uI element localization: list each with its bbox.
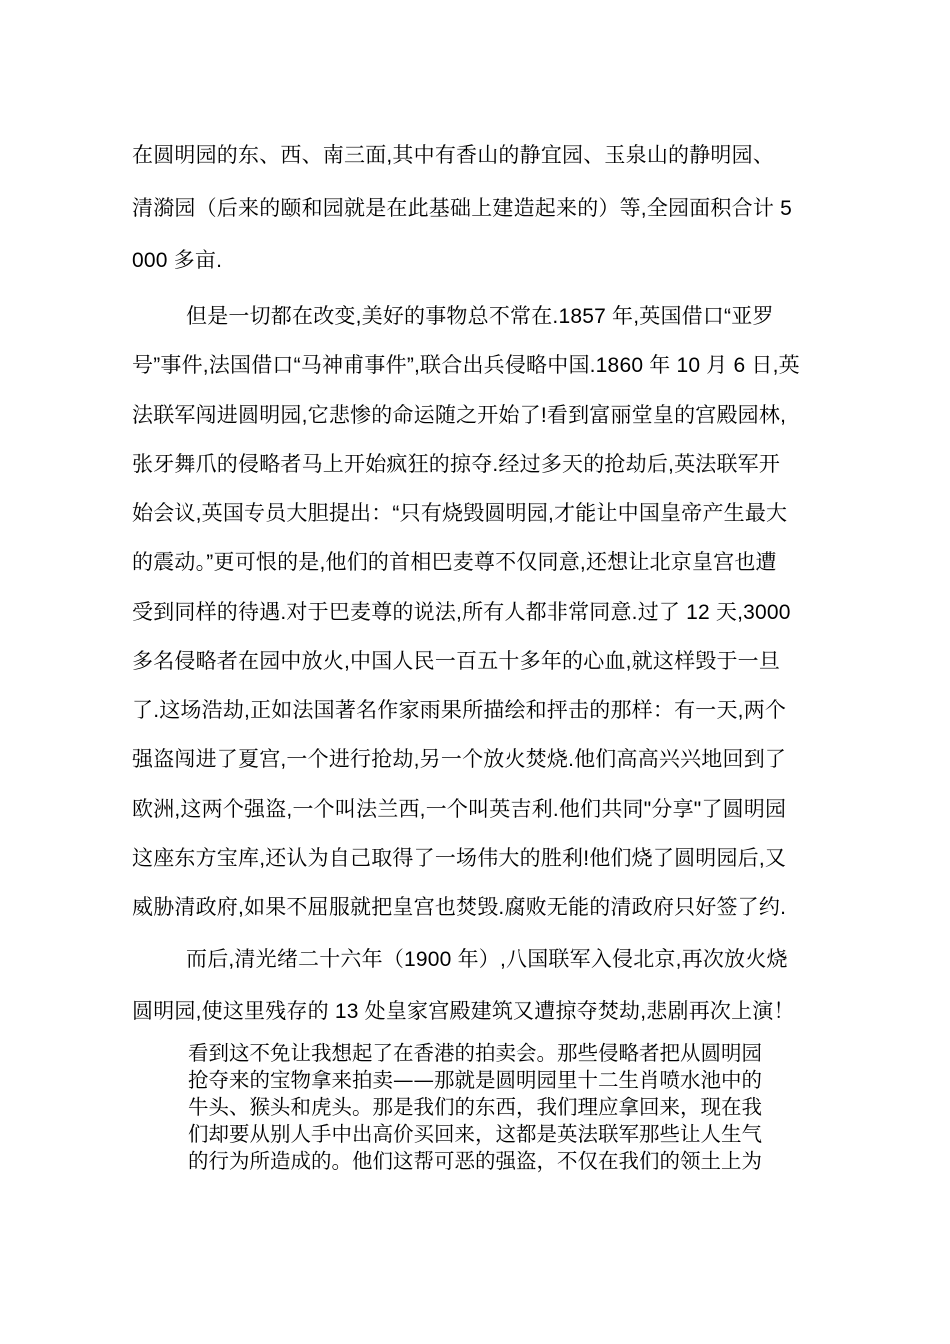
- quote-line-1: 看到这不免让我想起了在香港的拍卖会。那些侵略者把从圆明园: [188, 1041, 762, 1065]
- paragraph-2-line-4: 张牙舞爪的侵略者马上开始疯狂的掠夺.经过多天的抢劫后,英法联军开: [132, 453, 781, 476]
- paragraph-3-line-1: 而后,清光绪二十六年（1900 年）,八国联军入侵北京,再次放火烧: [186, 948, 788, 971]
- paragraph-2-line-12: 这座东方宝库,还认为自己取得了一场伟大的胜利!他们烧了圆明园后,又: [132, 847, 787, 870]
- quote-line-5: 的行为所造成的。他们这帮可恶的强盗，不仅在我们的领土上为: [188, 1149, 762, 1173]
- paragraph-2-line-7: 受到同样的待遇.对于巴麦尊的说法,所有人都非常同意.过了 12 天,3000: [132, 601, 791, 624]
- quote-line-4: 们却要从别人手中出高价买回来，这都是英法联军那些让人生气: [188, 1122, 762, 1146]
- paragraph-2-line-10: 强盗闯进了夏宫,一个进行抢劫,另一个放火焚烧.他们高高兴兴地回到了: [132, 748, 787, 771]
- paragraph-2-line-11: 欧洲,这两个强盗,一个叫法兰西,一个叫英吉利.他们共同"分享"了圆明园: [132, 798, 787, 821]
- paragraph-2-line-6: 的震动。”更可恨的是,他们的首相巴麦尊不仅同意,还想让北京皇宫也遭: [132, 551, 777, 574]
- paragraph-2-line-1: 但是一切都在改变,美好的事物总不常在.1857 年,英国借口“亚罗: [186, 305, 774, 328]
- paragraph-1-line-1: 在圆明园的东、西、南三面,其中有香山的静宜园、玉泉山的静明园、: [132, 144, 775, 167]
- paragraph-2-line-2: 号”事件,法国借口“马神甫事件”,联合出兵侵略中国.1860 年 10 月 6 日,英: [132, 354, 800, 377]
- paragraph-3-line-2: 圆明园,使这里残存的 13 处皇家宫殿建筑又遭掠夺焚劫,悲剧再次上演！: [132, 1000, 795, 1023]
- paragraph-1-line-2: 清漪园（后来的颐和园就是在此基础上建造起来的）等,全园面积合计 5: [132, 197, 792, 220]
- paragraph-2-line-9: 了.这场浩劫,正如法国著名作家雨果所描绘和抨击的那样：有一天,两个: [132, 699, 787, 722]
- quote-line-2: 抢夺来的宝物拿来拍卖——那就是圆明园里十二生肖喷水池中的: [188, 1068, 762, 1092]
- paragraph-1-line-3: 000 多亩.: [132, 249, 223, 272]
- paragraph-2-line-3: 法联军闯进圆明园,它悲惨的命运随之开始了!看到富丽堂皇的宫殿园林,: [132, 404, 787, 427]
- quote-line-3: 牛头、猴头和虎头。那是我们的东西，我们理应拿回来，现在我: [188, 1095, 762, 1119]
- paragraph-2-line-13: 威胁清政府,如果不屈服就把皇宫也焚毁.腐败无能的清政府只好签了约.: [132, 896, 787, 919]
- paragraph-2-line-5: 始会议,英国专员大胆提出：“只有烧毁圆明园,才能让中国皇帝产生最大: [132, 502, 788, 525]
- quote-block: [188, 1040, 828, 1175]
- paragraph-2-line-8: 多名侵略者在园中放火,中国人民一百五十多年的心血,就这样毁于一旦: [132, 650, 781, 673]
